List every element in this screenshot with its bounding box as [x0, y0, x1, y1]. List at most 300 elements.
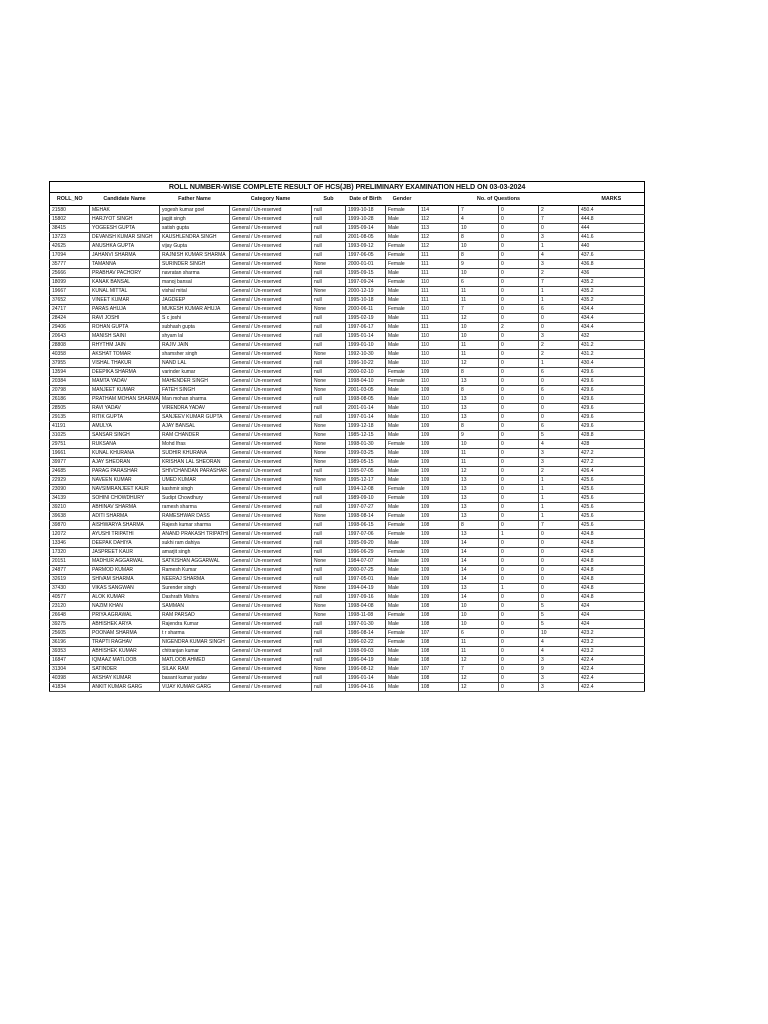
- header-marks: MARKS: [579, 193, 645, 206]
- questions-col1-cell: 112: [419, 233, 459, 242]
- category-cell: General / Un-reserved: [230, 485, 312, 494]
- dob-cell: 1995-01-14: [346, 332, 386, 341]
- marks-cell: 432: [579, 332, 645, 341]
- questions-col2-cell: 11: [459, 449, 499, 458]
- gender-cell: Male: [386, 269, 419, 278]
- table-row: [50, 548, 645, 557]
- table-row: [50, 476, 645, 485]
- dob-cell: 1999-12-18: [346, 422, 386, 431]
- marks-cell: 425.6: [579, 521, 645, 530]
- dob-cell: 1984-07-07: [346, 557, 386, 566]
- questions-col4-cell: 1: [539, 359, 579, 368]
- gender-cell: Female: [386, 530, 419, 539]
- sub-cell: None: [312, 584, 346, 593]
- category-cell: General / Un-reserved: [230, 674, 312, 683]
- questions-col1-cell: 109: [419, 512, 459, 521]
- gender-cell: Male: [386, 575, 419, 584]
- dob-cell: 1997-07-06: [346, 530, 386, 539]
- questions-col4-cell: 3: [539, 449, 579, 458]
- questions-col4-cell: 1: [539, 494, 579, 503]
- roll-no-cell: 23120: [50, 602, 90, 611]
- questions-col1-cell: 109: [419, 530, 459, 539]
- roll-no-cell: 26648: [50, 611, 90, 620]
- category-cell: General / Un-reserved: [230, 404, 312, 413]
- sub-cell: null: [312, 467, 346, 476]
- questions-col2-cell: 13: [459, 395, 499, 404]
- questions-col2-cell: 8: [459, 368, 499, 377]
- gender-cell: Male: [386, 566, 419, 575]
- dob-cell: 2000-06-11: [346, 305, 386, 314]
- questions-col2-cell: 8: [459, 422, 499, 431]
- father-name-cell: MUKESH KUMAR AHUJA: [160, 305, 230, 314]
- questions-col2-cell: 14: [459, 539, 499, 548]
- table-row: [50, 530, 645, 539]
- marks-cell: 424.8: [579, 548, 645, 557]
- sub-cell: None: [312, 611, 346, 620]
- category-cell: General / Un-reserved: [230, 647, 312, 656]
- questions-col4-cell: 1: [539, 296, 579, 305]
- candidate-name-cell: RAVI YADAV: [90, 404, 160, 413]
- roll-no-cell: 37430: [50, 584, 90, 593]
- questions-col4-cell: 0: [539, 584, 579, 593]
- father-name-cell: shamsher singh: [160, 350, 230, 359]
- sub-cell: null: [312, 395, 346, 404]
- marks-cell: 424.8: [579, 539, 645, 548]
- questions-col1-cell: 111: [419, 287, 459, 296]
- questions-col1-cell: 110: [419, 377, 459, 386]
- father-name-cell: SUDHIR KHURANA: [160, 449, 230, 458]
- sub-cell: None: [312, 602, 346, 611]
- candidate-name-cell: SANSAR SINGH: [90, 431, 160, 440]
- dob-cell: 1995-09-15: [346, 269, 386, 278]
- questions-col1-cell: 110: [419, 404, 459, 413]
- category-cell: General / Un-reserved: [230, 422, 312, 431]
- father-name-cell: Mohd Ifras: [160, 440, 230, 449]
- dob-cell: 1997-01-14: [346, 413, 386, 422]
- gender-cell: Male: [386, 350, 419, 359]
- gender-cell: Male: [386, 539, 419, 548]
- gender-cell: Male: [386, 233, 419, 242]
- sub-cell: None: [312, 422, 346, 431]
- marks-cell: 436: [579, 269, 645, 278]
- dob-cell: 1996-04-16: [346, 683, 386, 692]
- questions-col3-cell: 0: [499, 449, 539, 458]
- questions-col4-cell: 4: [539, 638, 579, 647]
- table-row: [50, 359, 645, 368]
- questions-col4-cell: 2: [539, 341, 579, 350]
- questions-col2-cell: 10: [459, 242, 499, 251]
- category-cell: General / Un-reserved: [230, 251, 312, 260]
- questions-col4-cell: 5: [539, 611, 579, 620]
- father-name-cell: chitranjan kumar: [160, 647, 230, 656]
- marks-cell: 424.8: [579, 557, 645, 566]
- questions-col4-cell: 9: [539, 665, 579, 674]
- sub-cell: null: [312, 296, 346, 305]
- questions-col2-cell: 13: [459, 530, 499, 539]
- father-name-cell: VIJAY KUMAR GARG: [160, 683, 230, 692]
- dob-cell: 1997-06-17: [346, 323, 386, 332]
- roll-no-cell: 28505: [50, 404, 90, 413]
- questions-col3-cell: 0: [499, 296, 539, 305]
- father-name-cell: Dashrath Mishra: [160, 593, 230, 602]
- roll-no-cell: 29135: [50, 413, 90, 422]
- questions-col4-cell: 4: [539, 647, 579, 656]
- roll-no-cell: 20384: [50, 377, 90, 386]
- candidate-name-cell: DEVANSH KUMAR SINGH: [90, 233, 160, 242]
- gender-cell: Female: [386, 494, 419, 503]
- candidate-name-cell: AYUSHI TRIPATHI: [90, 530, 160, 539]
- header-date-of-birth: Date of Birth: [346, 193, 386, 206]
- questions-col1-cell: 107: [419, 665, 459, 674]
- marks-cell: 431.2: [579, 350, 645, 359]
- questions-col2-cell: 13: [459, 503, 499, 512]
- sub-cell: null: [312, 674, 346, 683]
- candidate-name-cell: IQMAAZ MATLOOB: [90, 656, 160, 665]
- gender-cell: Male: [386, 449, 419, 458]
- category-cell: General / Un-reserved: [230, 512, 312, 521]
- dob-cell: 1986-08-14: [346, 629, 386, 638]
- sub-cell: null: [312, 404, 346, 413]
- questions-col3-cell: 0: [499, 566, 539, 575]
- dob-cell: 2001-08-05: [346, 233, 386, 242]
- questions-col1-cell: 110: [419, 341, 459, 350]
- questions-col4-cell: 5: [539, 431, 579, 440]
- gender-cell: Female: [386, 638, 419, 647]
- father-name-cell: Surender singh: [160, 584, 230, 593]
- father-name-cell: ramesh sharma: [160, 503, 230, 512]
- father-name-cell: vishal mital: [160, 287, 230, 296]
- marks-cell: 423.2: [579, 629, 645, 638]
- roll-no-cell: 37652: [50, 296, 90, 305]
- candidate-name-cell: PARMOD KUMAR: [90, 566, 160, 575]
- gender-cell: Male: [386, 404, 419, 413]
- questions-col4-cell: 3: [539, 332, 579, 341]
- gender-cell: Female: [386, 611, 419, 620]
- marks-cell: 424: [579, 620, 645, 629]
- marks-cell: 427.2: [579, 449, 645, 458]
- father-name-cell: vijay Gupta: [160, 242, 230, 251]
- category-cell: General / Un-reserved: [230, 611, 312, 620]
- questions-col1-cell: 109: [419, 440, 459, 449]
- questions-col3-cell: 0: [499, 224, 539, 233]
- questions-col4-cell: 4: [539, 440, 579, 449]
- questions-col4-cell: 2: [539, 350, 579, 359]
- gender-cell: Female: [386, 278, 419, 287]
- candidate-name-cell: JAHANVI SHARMA: [90, 251, 160, 260]
- header-gender: Gender: [386, 193, 419, 206]
- candidate-name-cell: MANJEET KUMAR: [90, 386, 160, 395]
- category-cell: General / Un-reserved: [230, 629, 312, 638]
- candidate-name-cell: PRABHAV PACHORY: [90, 269, 160, 278]
- questions-col3-cell: 0: [499, 413, 539, 422]
- candidate-name-cell: POONAM SHARMA: [90, 629, 160, 638]
- questions-col2-cell: 11: [459, 458, 499, 467]
- sub-cell: null: [312, 647, 346, 656]
- questions-col2-cell: 7: [459, 305, 499, 314]
- marks-cell: 426.4: [579, 467, 645, 476]
- questions-col3-cell: 0: [499, 314, 539, 323]
- questions-col1-cell: 108: [419, 611, 459, 620]
- questions-col3-cell: 0: [499, 629, 539, 638]
- table-row: [50, 593, 645, 602]
- questions-col2-cell: 8: [459, 251, 499, 260]
- roll-no-cell: 39870: [50, 521, 90, 530]
- father-name-cell: FATEH SINGH: [160, 386, 230, 395]
- marks-cell: 428: [579, 440, 645, 449]
- father-name-cell: VIRENDRA YADAV: [160, 404, 230, 413]
- questions-col2-cell: 12: [459, 359, 499, 368]
- questions-col3-cell: 0: [499, 512, 539, 521]
- marks-cell: 422.4: [579, 656, 645, 665]
- dob-cell: 2000-07-25: [346, 566, 386, 575]
- category-cell: General / Un-reserved: [230, 395, 312, 404]
- sub-cell: null: [312, 269, 346, 278]
- candidate-name-cell: HARJYOT SINGH: [90, 215, 160, 224]
- gender-cell: Male: [386, 647, 419, 656]
- roll-no-cell: 17320: [50, 548, 90, 557]
- dob-cell: 1997-09-24: [346, 278, 386, 287]
- sub-cell: null: [312, 485, 346, 494]
- questions-col3-cell: 0: [499, 476, 539, 485]
- sub-cell: null: [312, 656, 346, 665]
- marks-cell: 444.8: [579, 215, 645, 224]
- table-row: [50, 224, 645, 233]
- questions-col2-cell: 14: [459, 548, 499, 557]
- questions-col3-cell: 0: [499, 332, 539, 341]
- table-row: [50, 287, 645, 296]
- category-cell: General / Un-reserved: [230, 305, 312, 314]
- roll-no-cell: 26186: [50, 395, 90, 404]
- dob-cell: 2000-01-01: [346, 260, 386, 269]
- marks-cell: 429.6: [579, 377, 645, 386]
- sub-cell: null: [312, 341, 346, 350]
- candidate-name-cell: RHYTHM JAIN: [90, 341, 160, 350]
- table-row: [50, 215, 645, 224]
- table-row: [50, 422, 645, 431]
- questions-col3-cell: 0: [499, 395, 539, 404]
- questions-col1-cell: 111: [419, 314, 459, 323]
- marks-cell: 425.6: [579, 485, 645, 494]
- marks-cell: 429.6: [579, 413, 645, 422]
- table-row: [50, 647, 645, 656]
- category-cell: General / Un-reserved: [230, 593, 312, 602]
- sub-cell: null: [312, 494, 346, 503]
- roll-no-cell: 39275: [50, 620, 90, 629]
- questions-col3-cell: 0: [499, 467, 539, 476]
- category-cell: General / Un-reserved: [230, 467, 312, 476]
- questions-col4-cell: 3: [539, 260, 579, 269]
- sub-cell: null: [312, 359, 346, 368]
- roll-no-cell: 28424: [50, 314, 90, 323]
- category-cell: General / Un-reserved: [230, 656, 312, 665]
- questions-col4-cell: 7: [539, 278, 579, 287]
- sub-cell: null: [312, 278, 346, 287]
- table-row: [50, 395, 645, 404]
- sub-cell: null: [312, 251, 346, 260]
- gender-cell: Female: [386, 485, 419, 494]
- questions-col3-cell: 0: [499, 422, 539, 431]
- marks-cell: 424.8: [579, 575, 645, 584]
- questions-col2-cell: 11: [459, 341, 499, 350]
- marks-cell: 429.6: [579, 422, 645, 431]
- dob-cell: 1998-04-08: [346, 602, 386, 611]
- roll-no-cell: 41191: [50, 422, 90, 431]
- table-row: [50, 260, 645, 269]
- questions-col3-cell: 0: [499, 242, 539, 251]
- table-row: [50, 620, 645, 629]
- questions-col4-cell: 0: [539, 395, 579, 404]
- questions-col2-cell: 12: [459, 467, 499, 476]
- questions-col4-cell: 0: [539, 557, 579, 566]
- table-row: [50, 323, 645, 332]
- table-row: [50, 305, 645, 314]
- father-name-cell: sukhi ram dahiya: [160, 539, 230, 548]
- candidate-name-cell: AMULYA: [90, 422, 160, 431]
- candidate-name-cell: AJAY SHEORAN: [90, 458, 160, 467]
- questions-col4-cell: 2: [539, 206, 579, 215]
- roll-no-cell: 20151: [50, 557, 90, 566]
- sub-cell: null: [312, 575, 346, 584]
- sub-cell: None: [312, 287, 346, 296]
- father-name-cell: basant kumar yadav: [160, 674, 230, 683]
- candidate-name-cell: DEEPIKA SHARMA: [90, 368, 160, 377]
- candidate-name-cell: MEHAK: [90, 206, 160, 215]
- sub-cell: null: [312, 215, 346, 224]
- gender-cell: Male: [386, 683, 419, 692]
- dob-cell: 1989-05-15: [346, 458, 386, 467]
- roll-no-cell: 25666: [50, 269, 90, 278]
- questions-col3-cell: 2: [499, 323, 539, 332]
- category-cell: General / Un-reserved: [230, 269, 312, 278]
- questions-col2-cell: 13: [459, 512, 499, 521]
- questions-col1-cell: 109: [419, 485, 459, 494]
- dob-cell: 1995-09-20: [346, 539, 386, 548]
- marks-cell: 430.4: [579, 359, 645, 368]
- questions-col4-cell: 3: [539, 656, 579, 665]
- candidate-name-cell: ALOK KUMAR: [90, 593, 160, 602]
- candidate-name-cell: ROHAN GUPTA: [90, 323, 160, 332]
- questions-col1-cell: 110: [419, 413, 459, 422]
- dob-cell: 1998-09-03: [346, 647, 386, 656]
- gender-cell: Male: [386, 332, 419, 341]
- questions-col4-cell: 1: [539, 503, 579, 512]
- questions-col4-cell: 3: [539, 674, 579, 683]
- candidate-name-cell: RITIK GUPTA: [90, 413, 160, 422]
- questions-col2-cell: 10: [459, 323, 499, 332]
- table-row: [50, 629, 645, 638]
- questions-col4-cell: 6: [539, 305, 579, 314]
- questions-col2-cell: 12: [459, 674, 499, 683]
- questions-col3-cell: 0: [499, 503, 539, 512]
- gender-cell: Female: [386, 206, 419, 215]
- father-name-cell: UMED KUMAR: [160, 476, 230, 485]
- dob-cell: 1995-09-14: [346, 224, 386, 233]
- candidate-name-cell: ABHISHEK ARYA: [90, 620, 160, 629]
- category-cell: General / Un-reserved: [230, 224, 312, 233]
- table-row: [50, 458, 645, 467]
- questions-col2-cell: 10: [459, 611, 499, 620]
- sub-cell: None: [312, 512, 346, 521]
- questions-col4-cell: 0: [539, 593, 579, 602]
- roll-no-cell: 39977: [50, 458, 90, 467]
- roll-no-cell: 37955: [50, 359, 90, 368]
- candidate-name-cell: KUNAL MITTAL: [90, 287, 160, 296]
- header-father-name: Father Name: [160, 193, 230, 206]
- father-name-cell: Man mohan sharma: [160, 395, 230, 404]
- questions-col1-cell: 110: [419, 278, 459, 287]
- questions-col3-cell: 0: [499, 341, 539, 350]
- roll-no-cell: 40398: [50, 674, 90, 683]
- sub-cell: null: [312, 566, 346, 575]
- marks-cell: 422.4: [579, 674, 645, 683]
- questions-col3-cell: 0: [499, 620, 539, 629]
- gender-cell: Male: [386, 431, 419, 440]
- questions-col4-cell: 1: [539, 512, 579, 521]
- table-body: [50, 206, 645, 692]
- father-name-cell: RAMESHWAR DASS: [160, 512, 230, 521]
- table-row: [50, 584, 645, 593]
- questions-col2-cell: 7: [459, 665, 499, 674]
- questions-col4-cell: 0: [539, 530, 579, 539]
- questions-col2-cell: 14: [459, 557, 499, 566]
- questions-col1-cell: 109: [419, 503, 459, 512]
- candidate-name-cell: NAVSIMRANJEET KAUR: [90, 485, 160, 494]
- dob-cell: 1997-09-16: [346, 593, 386, 602]
- category-cell: General / Un-reserved: [230, 476, 312, 485]
- candidate-name-cell: AISHWARYA SHARMA: [90, 521, 160, 530]
- questions-col4-cell: 1: [539, 287, 579, 296]
- questions-col1-cell: 110: [419, 305, 459, 314]
- father-name-cell: SHIVCHANDAN PARASHAR: [160, 467, 230, 476]
- sub-cell: None: [312, 557, 346, 566]
- questions-col1-cell: 113: [419, 224, 459, 233]
- roll-no-cell: 24877: [50, 566, 90, 575]
- dob-cell: 1996-10-22: [346, 359, 386, 368]
- questions-col3-cell: 1: [499, 530, 539, 539]
- questions-col2-cell: 11: [459, 647, 499, 656]
- dob-cell: 1998-06-15: [346, 521, 386, 530]
- questions-col2-cell: 10: [459, 269, 499, 278]
- gender-cell: Male: [386, 359, 419, 368]
- marks-cell: 424: [579, 611, 645, 620]
- dob-cell: 1996-08-12: [346, 665, 386, 674]
- dob-cell: 1999-10-18: [346, 206, 386, 215]
- marks-cell: 424.8: [579, 593, 645, 602]
- marks-cell: 422.4: [579, 665, 645, 674]
- father-name-cell: SURINDER SINGH: [160, 260, 230, 269]
- questions-col4-cell: 5: [539, 620, 579, 629]
- father-name-cell: amarjit singh: [160, 548, 230, 557]
- questions-col2-cell: 10: [459, 440, 499, 449]
- marks-cell: 423.2: [579, 647, 645, 656]
- questions-col1-cell: 109: [419, 539, 459, 548]
- category-cell: General / Un-reserved: [230, 566, 312, 575]
- questions-col1-cell: 110: [419, 350, 459, 359]
- questions-col2-cell: 14: [459, 566, 499, 575]
- roll-no-cell: 24685: [50, 467, 90, 476]
- father-name-cell: SILAK RAM: [160, 665, 230, 674]
- category-cell: General / Un-reserved: [230, 413, 312, 422]
- category-cell: General / Un-reserved: [230, 683, 312, 692]
- questions-col4-cell: 3: [539, 458, 579, 467]
- dob-cell: 1994-04-19: [346, 584, 386, 593]
- gender-cell: Male: [386, 602, 419, 611]
- father-name-cell: Rajendra Kumar: [160, 620, 230, 629]
- candidate-name-cell: PARAG PARASHAR: [90, 467, 160, 476]
- result-table: [49, 181, 645, 692]
- roll-no-cell: 39638: [50, 512, 90, 521]
- questions-col1-cell: 109: [419, 566, 459, 575]
